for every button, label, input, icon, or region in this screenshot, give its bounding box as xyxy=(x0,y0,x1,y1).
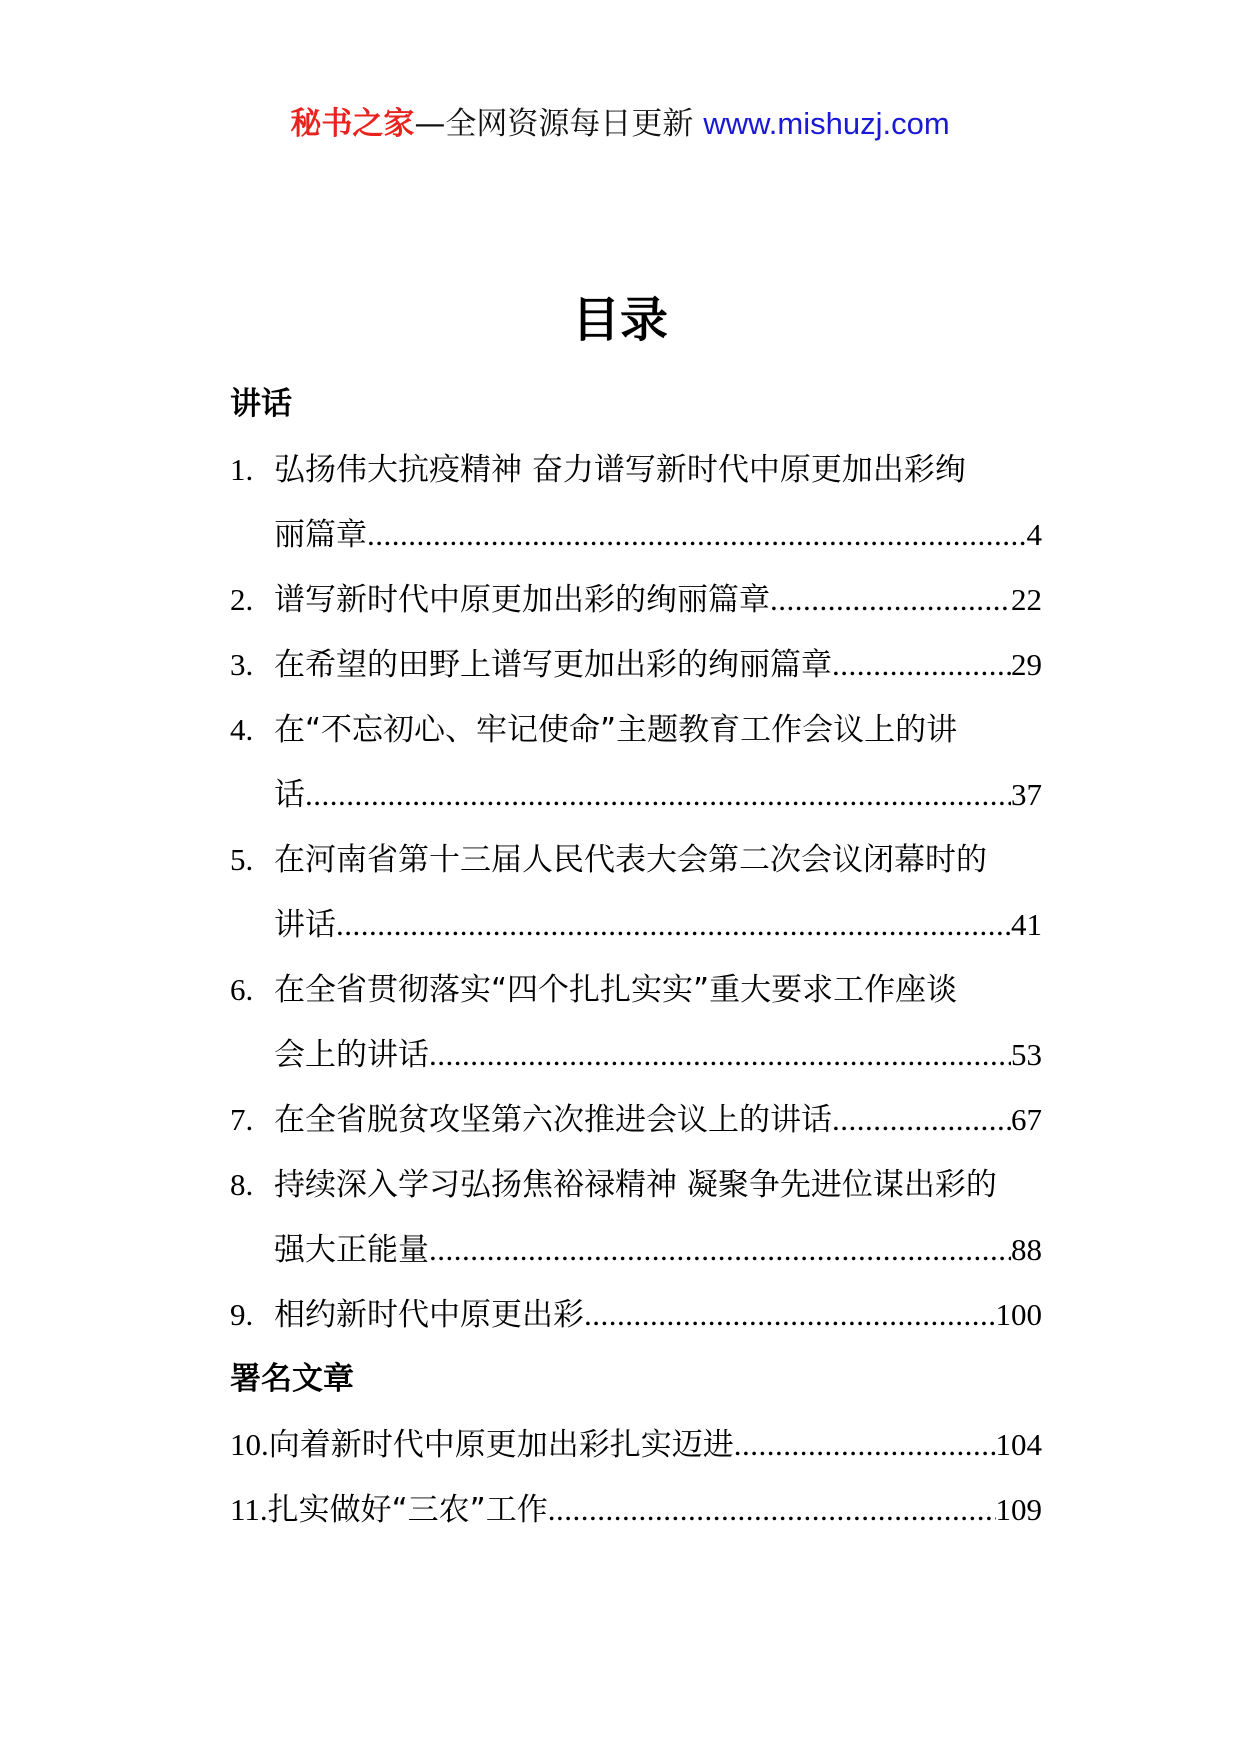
dot-leader xyxy=(429,1022,1011,1087)
entry-title-continued: 讲话 xyxy=(274,907,336,943)
entry-page-number: 67 xyxy=(1011,1102,1042,1137)
dot-leader xyxy=(305,762,1011,827)
page-title: 目录 xyxy=(571,292,668,348)
entry-title: 向着新时代中原更加出彩扎实迈进 xyxy=(268,1427,734,1463)
header-banner xyxy=(0,104,1240,144)
toc-entry[interactable] xyxy=(230,1412,1042,1477)
entry-page-number: 29 xyxy=(1011,647,1042,682)
entry-number: 11. xyxy=(230,1492,268,1527)
entry-title: 在希望的田野上谱写更加出彩的绚丽篇章 xyxy=(274,647,832,683)
entry-page-number: 109 xyxy=(995,1492,1042,1527)
entry-title: 在“不忘初心、牢记使命”主题教育工作会议上的讲 xyxy=(274,712,958,748)
entry-number: 4. xyxy=(230,712,254,747)
brand-name: 秘书之家 xyxy=(290,106,415,142)
entry-title: 持续深入学习弘扬焦裕禄精神 凝聚争先进位谋出彩的 xyxy=(274,1167,997,1203)
entry-title-continued: 丽篇章 xyxy=(274,517,367,553)
entry-number: 8. xyxy=(230,1167,254,1202)
entry-title: 在全省脱贫攻坚第六次推进会议上的讲话 xyxy=(274,1102,832,1138)
toc-entry[interactable] xyxy=(230,1282,1042,1347)
entry-page-number: 100 xyxy=(995,1297,1042,1332)
entry-page-number: 104 xyxy=(995,1427,1042,1462)
dot-leader xyxy=(429,1217,1011,1282)
entry-number: 2. xyxy=(230,582,254,617)
entry-title-continued: 强大正能量 xyxy=(274,1232,429,1268)
entry-title: 扎实做好“三农”工作 xyxy=(267,1492,548,1528)
dot-leader xyxy=(832,632,1011,697)
table-of-contents xyxy=(230,372,1042,1542)
toc-entry[interactable] xyxy=(230,827,1042,957)
dot-leader xyxy=(584,1282,996,1347)
toc-entry[interactable] xyxy=(230,1477,1042,1542)
toc-entry[interactable] xyxy=(230,437,1042,567)
entry-title: 谱写新时代中原更加出彩的绚丽篇章 xyxy=(274,582,770,618)
entry-number: 1. xyxy=(230,452,254,487)
header-slogan: —全网资源每日更新 xyxy=(414,106,694,142)
dot-leader xyxy=(336,892,1011,957)
entry-page-number: 88 xyxy=(1011,1232,1042,1267)
dot-leader xyxy=(548,1477,996,1542)
entry-title: 弘扬伟大抗疫精神 奋力谱写新时代中原更加出彩绚 xyxy=(274,452,966,488)
toc-entry[interactable] xyxy=(230,632,1042,697)
dot-leader xyxy=(734,1412,996,1477)
entry-title: 相约新时代中原更出彩 xyxy=(274,1297,584,1333)
dot-leader xyxy=(832,1087,1011,1152)
entry-page-number: 53 xyxy=(1011,1037,1042,1072)
entry-title: 在全省贯彻落实“四个扎扎实实”重大要求工作座谈 xyxy=(274,972,958,1008)
dot-leader xyxy=(770,567,1011,632)
entry-title-continued: 会上的讲话 xyxy=(274,1037,429,1073)
section-heading: 署名文章 xyxy=(230,1361,354,1397)
entry-title-continued: 话 xyxy=(274,777,305,813)
site-url-link[interactable]: www.mishuzj.com xyxy=(703,106,950,141)
entry-number: 6. xyxy=(230,972,254,1007)
toc-entry[interactable] xyxy=(230,1087,1042,1152)
toc-entry[interactable] xyxy=(230,957,1042,1087)
toc-entry[interactable] xyxy=(230,697,1042,827)
entry-title: 在河南省第十三届人民代表大会第二次会议闭幕时的 xyxy=(274,842,987,878)
entry-page-number: 41 xyxy=(1011,907,1042,942)
entry-page-number: 4 xyxy=(1026,517,1042,552)
entry-number: 3. xyxy=(230,647,254,682)
toc-entry[interactable] xyxy=(230,1152,1042,1282)
entry-number: 10. xyxy=(230,1427,269,1462)
entry-number: 9. xyxy=(230,1297,254,1332)
section-heading: 讲话 xyxy=(230,386,292,422)
entry-number: 7. xyxy=(230,1102,254,1137)
dot-leader xyxy=(367,502,1027,567)
entry-page-number: 37 xyxy=(1011,777,1042,812)
entry-page-number: 22 xyxy=(1011,582,1042,617)
entry-number: 5. xyxy=(230,842,254,877)
toc-entry[interactable] xyxy=(230,567,1042,632)
